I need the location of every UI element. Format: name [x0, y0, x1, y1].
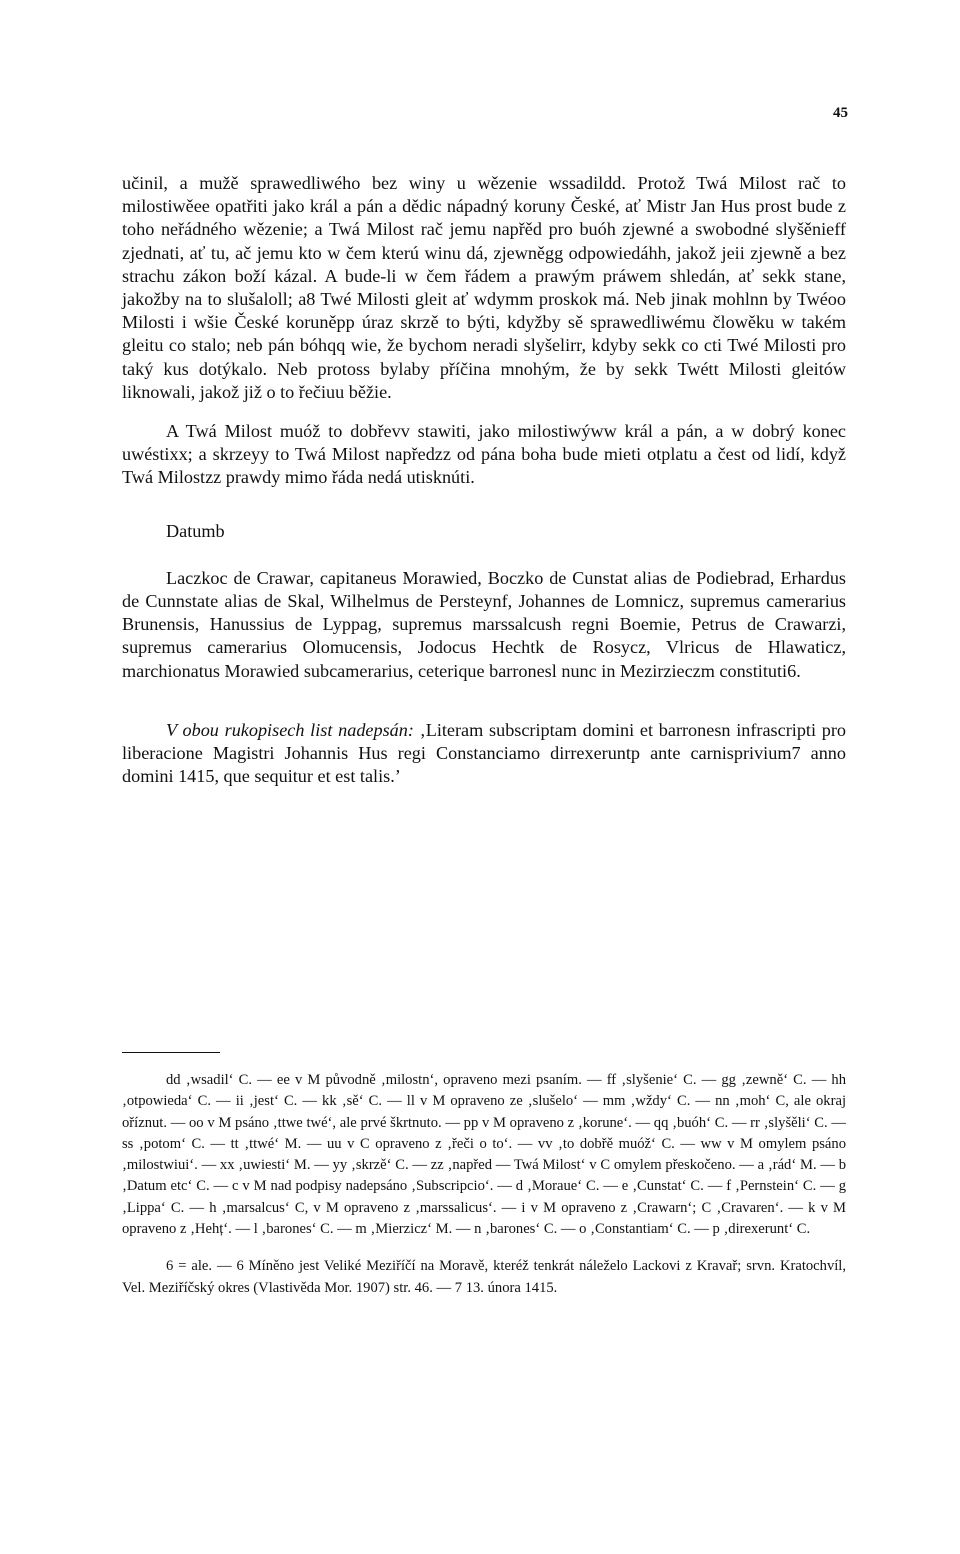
page-number: 45	[833, 105, 848, 121]
witness-list: Laczkoc de Crawar, capitaneus Morawied, Boczko de Cunstat alias de Podiebrad, Erhardus de Cunnstate alias de Skal, Wilhelmus de Persteynf, Johannes de Lomnicz, supremus camerarius Brunensis, Hanussius de Lyppag, supremus marssalcush regni Boemie, Petrus de Crawarzi, supremus camerarius Olomucensis, Jodocus Hechtk de Rosycz, Vlricus de Hlawaticz, marchionatus Morawied subcamerarius, ceterique barronesl nunc in Mezirzieczm constituti6.	[122, 567, 846, 681]
manuscripts-label: V obou rukopisech list nadepsán:	[166, 719, 414, 740]
footnotes	[122, 1070, 846, 1299]
datum-line: Datumb	[166, 520, 225, 541]
letter-paragraph-1: učinil, a mužě sprawedliwého bez winy u wězenie wssadildd. Protož Twá Milost rač to milostiwěee opatřiti jako král a pán a dědic nápadný koruny České, ať Mistr Jan Hus prost bude z toho neřádného wězenie; a Twá Milost rač jemu napřěd pro buóh zjewné a swobodné slyšěnieff zjednati, ať tu, ač jemu kto w čem kterú winu dá, zjewněgg odpowiedáhh, jakož jeii zjewně a bez strachu zákon boží kázal. A bude-li w čem řádem a prawým práwem shledán, ať sekk stane, jakožby na to slušaloll; a8 Twé Milosti gleit ať wdymm proskok má. Neb jinak mohlnn by Twéoo Milosti i wšie České koruněpp úraz skrzě to býti, kdyžby sě sprawedliwému člowěku w takém gleitu co stalo; neb pán bóhqq wie, že bychom neradi slyšelirr, kdyby sekk co cti Twé Milosti pro taký kus dotýkalo. Neb protoss bylaby příčina mnohým, že by sekk Twétt Milosti gleitów liknowali, jakož již o to řečiuu běžie.	[122, 173, 846, 402]
footnote-divider	[122, 1052, 220, 1053]
letter-paragraph-2: A Twá Milost muóž to dobřevv stawiti, jako milostiwýww král a pán, a w dobrý konec uwéstixx; a skrzeyy to Twá Milost napředzz od pána boha bude mieti otplatu a čest od lidí, když Twá Milostzz prawdy mimo řáda nedá utisknúti.	[122, 421, 846, 488]
main-text	[122, 172, 846, 788]
footnotes-explanatory: 6 = ale. — 6 Míněno jest Veliké Meziříčí na Moravě, kteréž tenkrát náleželo Lackovi z Kravař; srvn. Kratochvíl, Vel. Meziříčský okres (Vlastivěda Mor. 1907) str. 46. — 7 13. února 1415.	[122, 1258, 846, 1296]
manuscript-heading-note	[122, 719, 846, 789]
footnotes-variants: dd ‚wsadil‘ C. — ee v M původně ‚milostn‘, opraveno mezi psaním. — ff ‚slyšenie‘ C. — gg ‚zewně‘ C. — hh ‚otpowieda‘ C. — ii ‚jest‘ C. — kk ‚sě‘ C. — ll v M opraveno ze ‚slušelo‘ — mm ‚wždy‘ C. — nn ‚moh‘ C, ale okraj oříznut. — oo v M psáno ‚ttwe twé‘, ale prvé škrtnuto. — pp v M opraveno z ‚korune‘. — qq ‚buóh‘ C. — rr ‚slyšěli‘ C. — ss ‚potom‘ C. — tt ‚ttwé‘ M. — uu v C opraveno z ‚řeči o to‘. — vv ‚to dobřě muóž‘ C. — ww v M omylem psáno ‚milostwiui‘. — xx ‚uwiesti‘ M. — yy ‚skrzě‘ C. — zz ‚napřed — Twá Milost‘ v C omylem přeskočeno. — a ‚rád‘ M. — b ‚Datum etc‘ C. — c v M nad podpisy nadepsáno ‚Subscripcio‘. — d ‚Moraue‘ C. — e ‚Cunstat‘ C. — f ‚Pernstein‘ C. — g ‚Lippa‘ C. — h ‚marsalcus‘ C, v M opraveno z ‚marssalicus‘. — i v M opraveno z ‚Crawarn‘; C ‚Cravaren‘. — k v M opraveno z ‚Hehț‘. — l ‚barones‘ C. — m ‚Mierzicz‘ M. — n ‚barones‘ C. — o ‚Constantiam‘ C. — p ‚direxerunt‘ C.	[122, 1072, 846, 1238]
manuscripts-text: ‚Literam subscriptam domini et barronesn infrascripti pro liberacione Magistri Johannis Hus regi Constanciamo dirrexeruntp ante carnisprivium7 anno domini 1415, que sequitur et est talis.’	[122, 719, 847, 787]
